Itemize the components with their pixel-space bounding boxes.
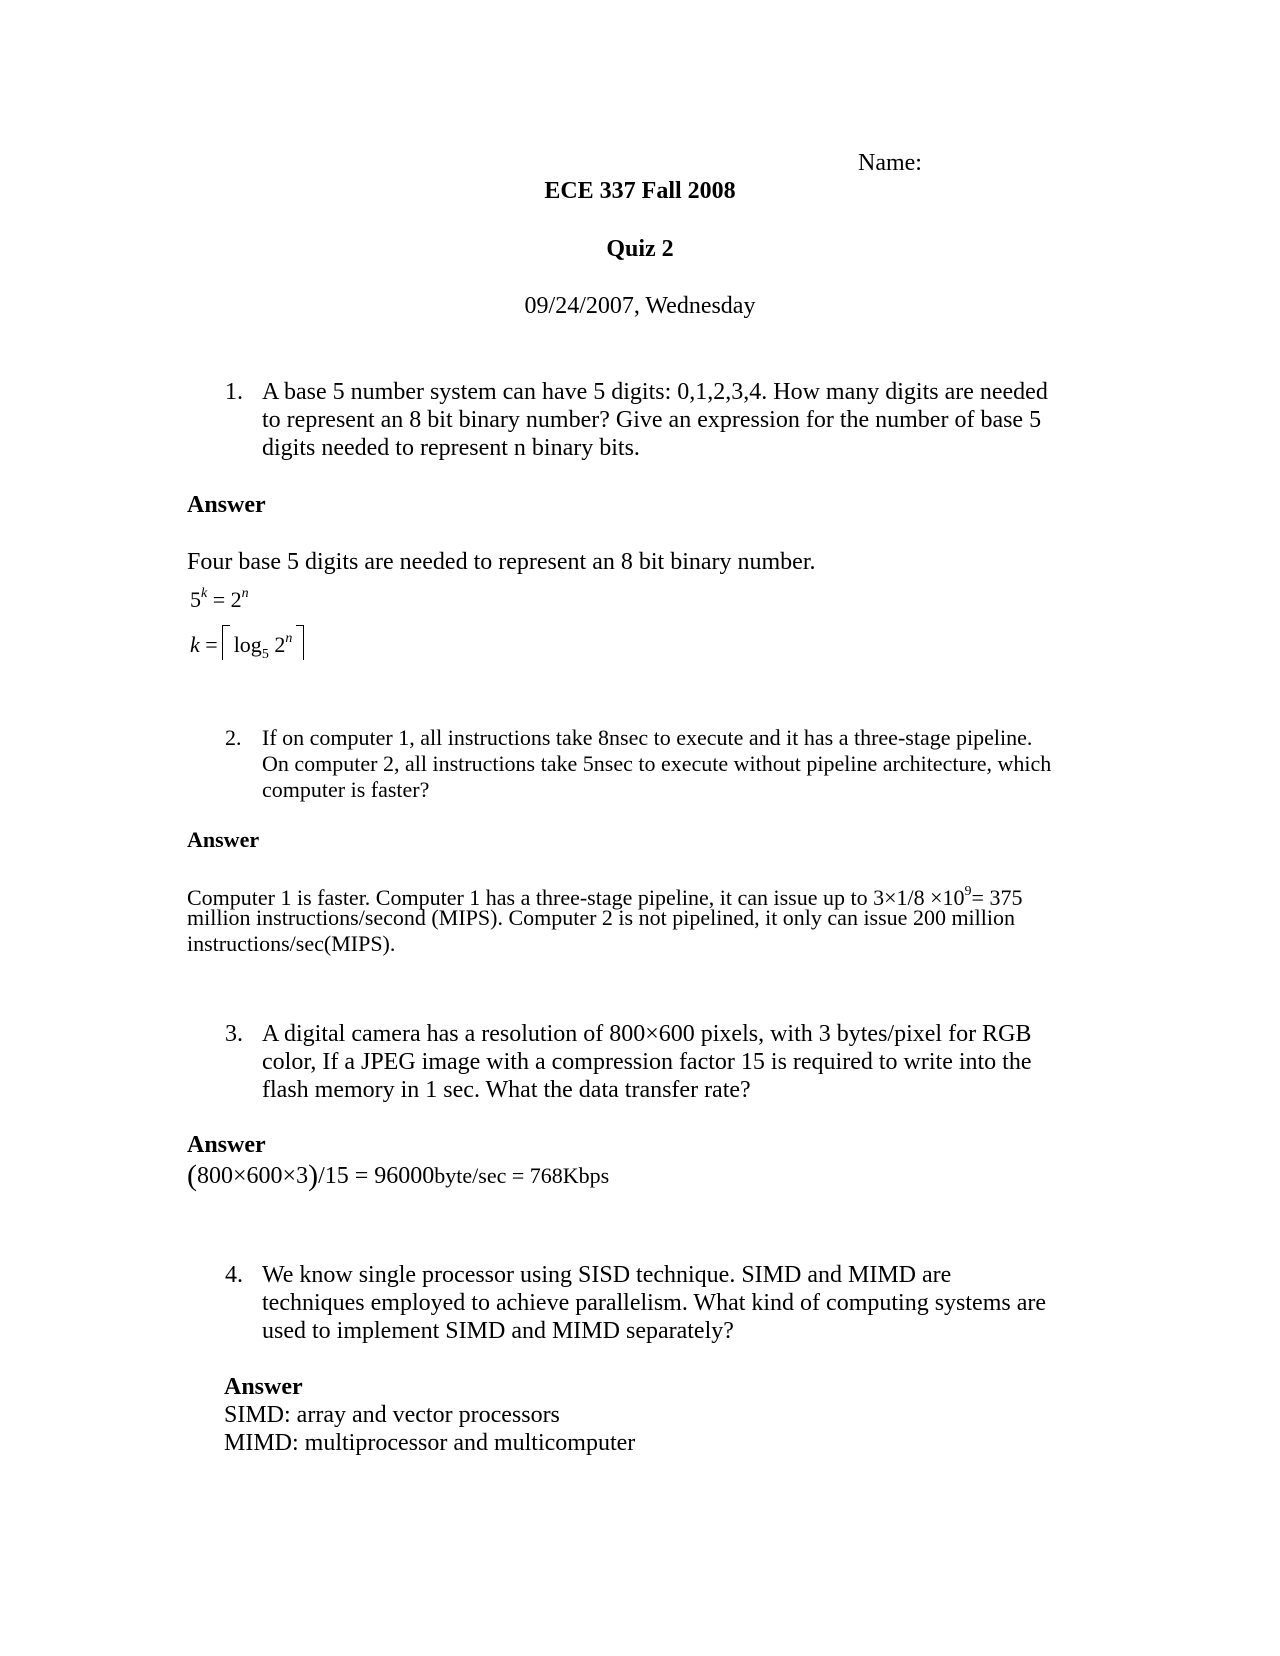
question-line: to represent an 8 bit binary number? Give an expression for the number of base 5 [262,407,1042,433]
eq-sub: 5 [261,647,269,662]
answer-line-4a: SIMD: array and vector processors [224,1402,560,1428]
question-line: On computer 2, all instructions take 5nsec to execute without pipeline architecture, which [262,751,1052,776]
eq-log: log [233,632,262,657]
question-line: A base 5 number system can have 5 digits: 0,1,2,3,4. How many digits are needed [262,379,1048,405]
answer-line-2c: instructions/sec(MIPS). [187,931,396,956]
question-line: A digital camera has a resolution of 800×600 pixels, with 3 bytes/pixel for RGB [262,1021,1032,1047]
question-line: computer is faster? [262,777,430,802]
answer-text: = 375 [971,885,1023,910]
question-number: 1. [225,379,243,405]
answer-label-2: Answer [187,827,260,852]
paren-close: ) [308,1159,319,1192]
eq-rhs: = 2 [207,587,242,612]
question-number: 3. [225,1021,243,1047]
eq-exp: k [201,586,208,601]
eq-lhs: k [190,632,200,657]
question-line: digits needed to represent n binary bits. [262,435,640,461]
answer-label-4: Answer [224,1374,303,1400]
answer-exponent: 9 [964,884,972,899]
ceiling-left-bracket [222,625,230,660]
question-line: color, If a JPEG image with a compression factor 15 is required to write into the [262,1049,1032,1075]
answer-text-1: Four base 5 digits are needed to represent an 8 bit binary number. [187,549,816,575]
question-line: If on computer 1, all instructions take 8nsec to execute and it has a three-stage pipeline. [262,725,1033,750]
formula-units: byte/sec = 768Kbps [434,1163,610,1188]
eq-base: 5 [190,587,201,612]
question-line: used to implement SIMD and MIMD separately? [262,1318,734,1344]
answer-text: Computer 1 is faster. Computer 1 has a three-stage pipeline, it can issue up to 3×1/8 ×10 [187,885,965,910]
question-number: 4. [225,1262,243,1288]
equation-log [190,625,306,668]
question-line: flash memory in 1 sec. What the data transfer rate? [262,1077,751,1103]
answer-label-1: Answer [187,492,266,518]
quiz-date: 09/24/2007, Wednesday [524,293,756,319]
eq-exp: n [285,631,293,646]
answer-formula-3 [187,1161,609,1191]
answer-label-3: Answer [187,1132,266,1158]
ceiling-right-bracket [296,625,304,660]
name-label: Name: [858,150,922,176]
formula-result: /15 = 96000 [318,1163,435,1189]
equation-power [190,581,249,613]
eq-equals: = [199,632,218,657]
question-line: We know single processor using SISD technique. SIMD and MIMD are [262,1262,952,1288]
eq-exp: n [241,586,249,601]
eq-arg: 2 [268,632,286,657]
formula-inner: 800×600×3 [197,1163,309,1189]
answer-line-2b: million instructions/second (MIPS). Computer 2 is not pipelined, it only can issue 200 million [187,905,1016,930]
answer-line-4b: MIMD: multiprocessor and multicomputer [224,1430,636,1456]
course-title: ECE 337 Fall 2008 [544,178,736,204]
question-number: 2. [225,725,242,750]
question-line: techniques employed to achieve parallelism. What kind of computing systems are [262,1290,1047,1316]
quiz-title: Quiz 2 [606,236,674,262]
paren-open: ( [187,1159,197,1192]
